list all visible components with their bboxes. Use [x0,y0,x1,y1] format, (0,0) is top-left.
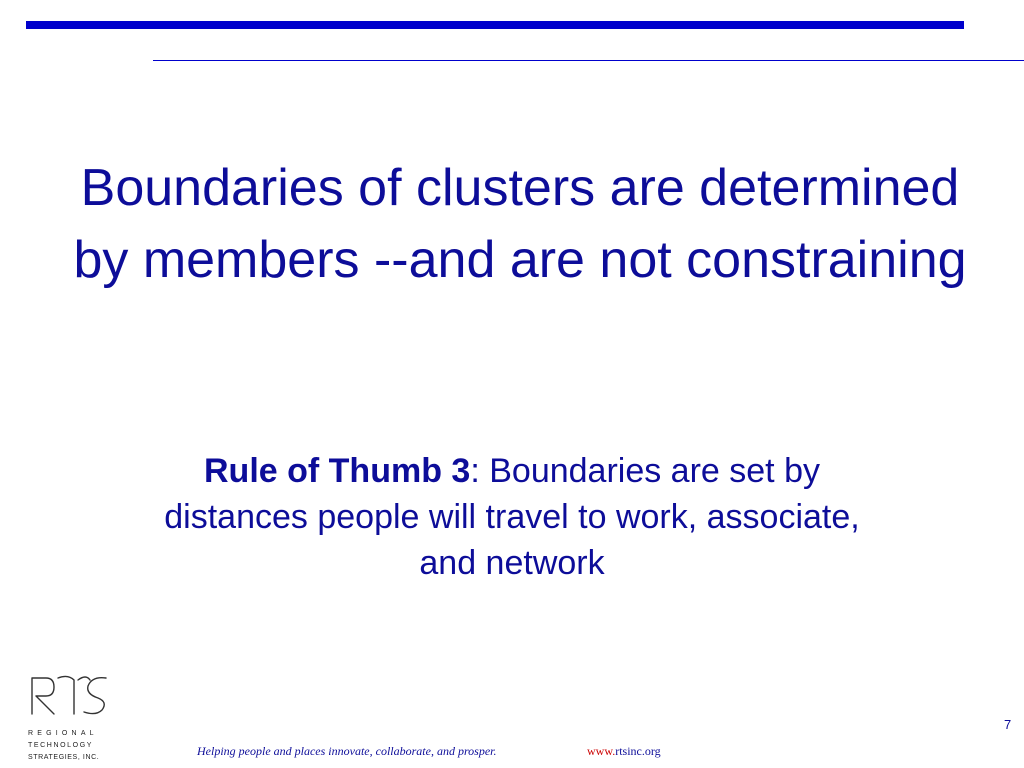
page-number: 7 [1004,717,1012,732]
slide-title: Boundaries of clusters are determined by members --and are not constraining [73,159,967,289]
top-accent-bar [26,21,964,29]
top-divider-line [153,60,1024,61]
rule-of-thumb [140,448,884,586]
rule-of-thumb-colon: : [470,452,480,490]
footer-website[interactable] [587,744,661,759]
rts-logo-mark [28,670,110,718]
rule-of-thumb-label: Rule of Thumb 3 [204,452,471,490]
website-domain: rtsinc.org [615,744,661,758]
footer-tagline: Helping people and places innovate, collaborate, and prosper. [197,744,497,758]
website-prefix: www. [587,744,616,758]
logo-line-strategies: STRATEGIES, INC. [28,754,100,761]
logo-line-technology: TECHNOLOGY [28,742,94,749]
logo-line-regional: REGIONAL [28,730,98,737]
rule-of-thumb-text: Boundaries are set by distances people will travel to work, associate, and network [164,452,860,582]
rts-logo [28,670,118,768]
